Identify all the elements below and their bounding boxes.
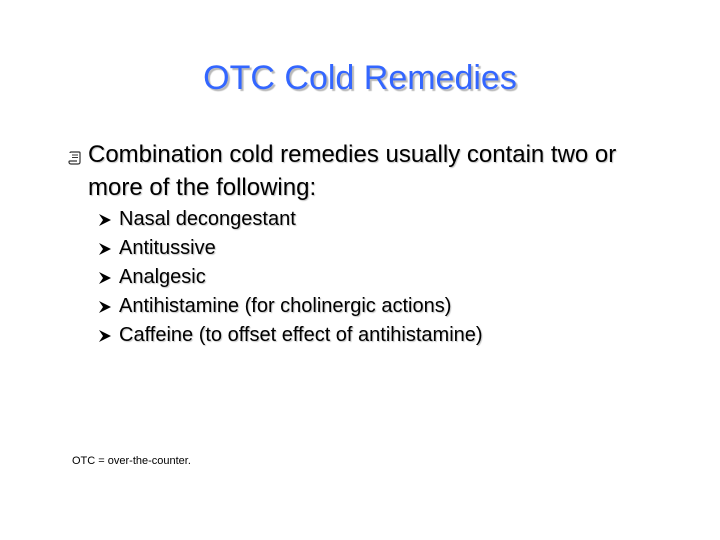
scroll-bullet-icon — [68, 151, 82, 165]
sub-bullet-text: Analgesic — [119, 266, 206, 288]
sub-bullet-text: Nasal decongestant — [119, 208, 296, 230]
arrow-bullet-icon — [98, 271, 112, 285]
arrow-bullet-icon — [98, 329, 112, 343]
sub-bullet-text: Antitussive — [119, 237, 216, 259]
sub-bullet-text: Caffeine (to offset effect of antihistamine) — [119, 324, 483, 346]
sub-bullet-text: Antihistamine (for cholinergic actions) — [119, 295, 452, 317]
slide-title: OTC Cold Remedies — [203, 59, 517, 97]
main-bullet-text: Combination cold remedies usually contain two or more of the following: — [88, 141, 617, 201]
arrow-bullet-icon — [98, 242, 112, 256]
arrow-bullet-icon — [98, 213, 112, 227]
arrow-bullet-icon — [98, 300, 112, 314]
footnote: OTC = over-the-counter. — [72, 455, 191, 467]
